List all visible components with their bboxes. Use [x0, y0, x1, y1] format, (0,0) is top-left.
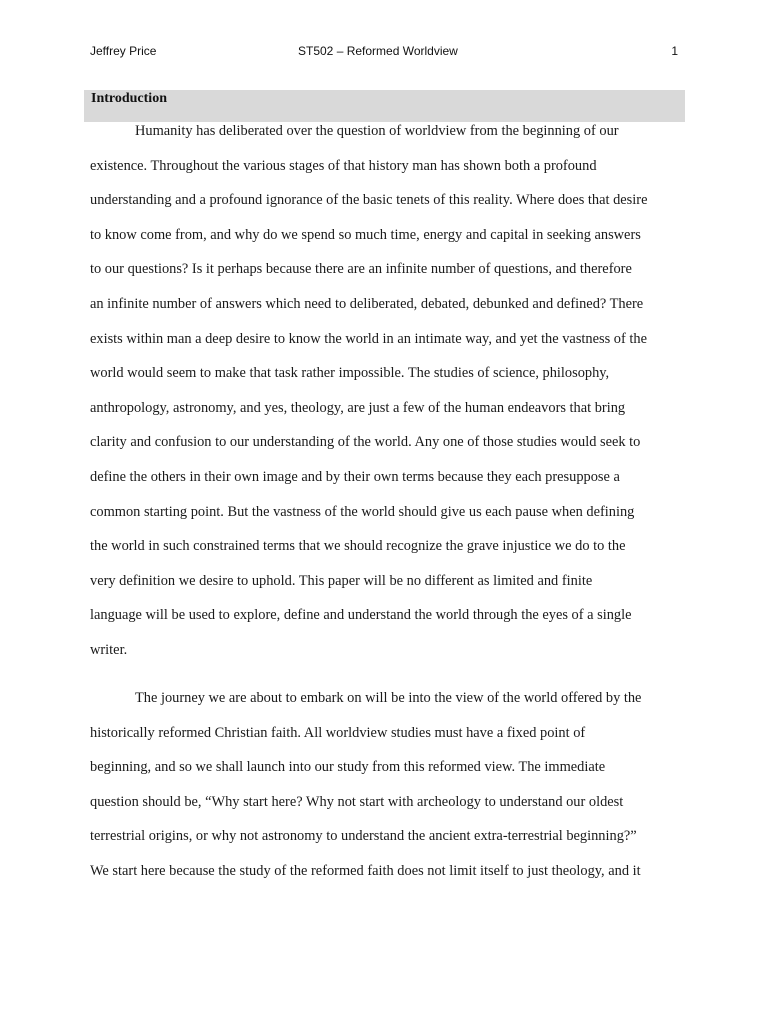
text-line: very definition we desire to uphold. This paper will be no different as limited and finite — [90, 572, 593, 589]
text-line: the world in such constrained terms that we should recognize the grave injustice we do to the — [90, 538, 626, 555]
page-number: 1 — [671, 44, 678, 58]
section-heading: Introduction — [91, 91, 167, 106]
text-line: anthropology, astronomy, and yes, theology, are just a few of the human endeavors that bring — [90, 399, 626, 416]
text-line: question should be, “Why start here? Why not start with archeology to understand our oldest — [90, 793, 624, 810]
text-line: We start here because the study of the reformed faith does not limit itself to just theology, and it — [90, 862, 641, 879]
paragraph-2 — [90, 689, 680, 897]
text-line: existence. Throughout the various stages of that history man has shown both a profound — [90, 157, 597, 174]
text-line: language will be used to explore, define and understand the world through the eyes of a single — [90, 607, 632, 624]
text-line: Humanity has deliberated over the question of worldview from the beginning of our — [135, 123, 619, 139]
text-line: exists within man a deep desire to know the world in an intimate way, and yet the vastness of the — [90, 330, 647, 347]
page-header — [90, 44, 678, 64]
text-line: to our questions? Is it perhaps because there are an infinite number of questions, and therefore — [90, 261, 632, 278]
text-line: clarity and confusion to our understanding of the world. Any one of those studies would seek to — [90, 434, 641, 451]
header-course-title: ST502 – Reformed Worldview — [298, 44, 458, 58]
paragraph-1 — [90, 122, 680, 676]
text-line: common starting point. But the vastness of the world should give us each pause when defining — [90, 503, 635, 520]
section-heading-bar — [84, 90, 685, 122]
text-line: to know come from, and why do we spend so much time, energy and capital in seeking answers — [90, 226, 641, 243]
text-line: terrestrial origins, or why not astronomy to understand the ancient extra-terrestrial beginning?” — [90, 828, 637, 845]
text-line: historically reformed Christian faith. All worldview studies must have a fixed point of — [90, 724, 586, 741]
text-line: understanding and a profound ignorance of the basic tenets of this reality. Where does that desire — [90, 192, 648, 209]
text-line: The journey we are about to embark on will be into the view of the world offered by the — [135, 690, 642, 706]
text-line: writer. — [90, 641, 128, 658]
text-line: beginning, and so we shall launch into our study from this reformed view. The immediate — [90, 759, 606, 776]
text-line: an infinite number of answers which need to deliberated, debated, debunked and defined? There — [90, 295, 644, 312]
header-author: Jeffrey Price — [90, 44, 157, 58]
text-line: define the others in their own image and by their own terms because they each presuppose a — [90, 468, 620, 485]
text-line: world would seem to make that task rather impossible. The studies of science, philosophy, — [90, 365, 610, 382]
